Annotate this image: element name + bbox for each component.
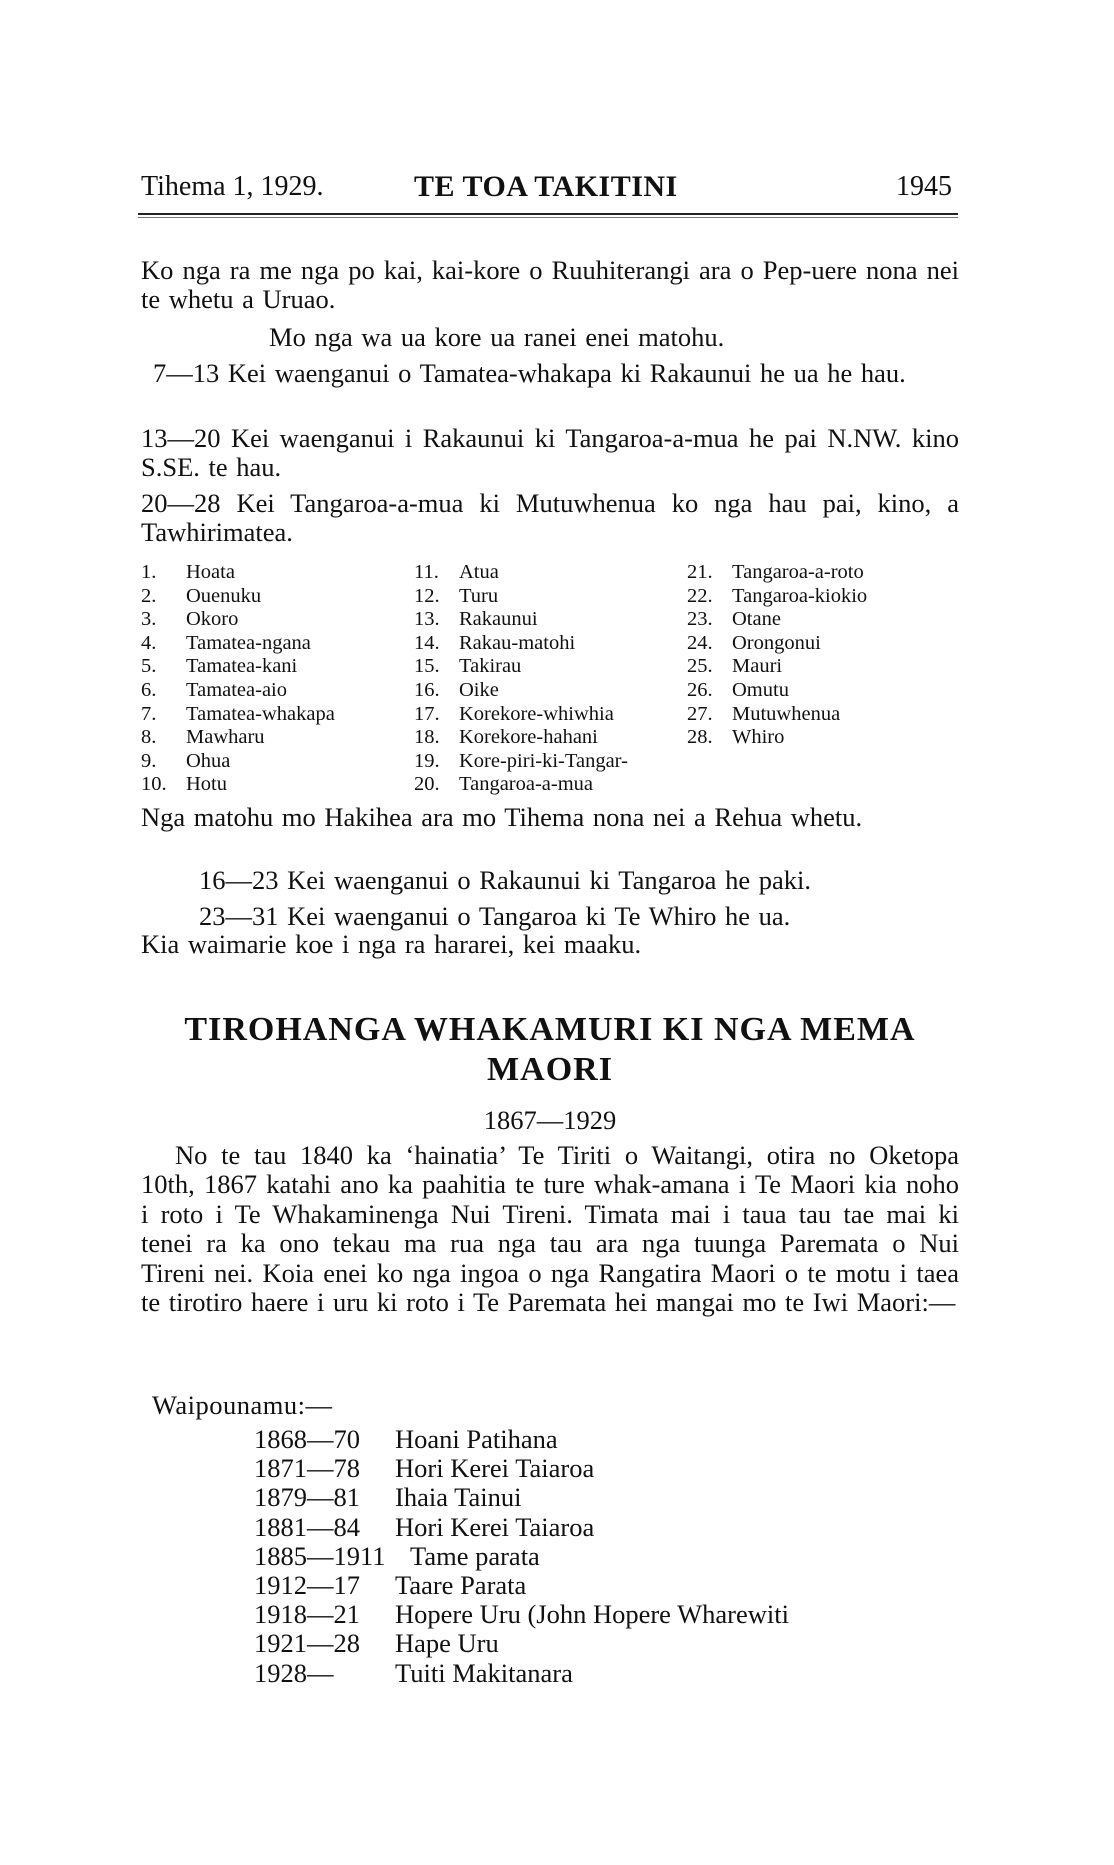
night-row bbox=[687, 703, 867, 727]
night-name: Mawharu bbox=[186, 726, 265, 749]
night-name: Hoata bbox=[186, 561, 235, 583]
night-number: 4. bbox=[141, 631, 157, 654]
header-rule bbox=[138, 213, 958, 215]
article-heading-line-1: TIROHANGA WHAKAMURI KI NGA MEMA bbox=[184, 1011, 916, 1048]
member-years: 1885—1911 bbox=[254, 1540, 386, 1571]
night-row bbox=[414, 608, 628, 632]
after-table-paragraph-4: Kia waimarie koe i nga ra hararei, kei maaku. bbox=[141, 929, 642, 959]
member-years: 1928— bbox=[254, 1657, 334, 1688]
nights-column-2 bbox=[414, 561, 628, 797]
night-number: 3. bbox=[141, 608, 157, 631]
member-years: 1871—78 bbox=[254, 1453, 360, 1484]
member-name: Tuiti Makitanara bbox=[395, 1657, 573, 1688]
header-rule-thin bbox=[138, 217, 958, 218]
night-name: Orongonui bbox=[732, 631, 821, 654]
night-name: Rakaunui bbox=[459, 608, 538, 631]
night-row bbox=[414, 632, 628, 656]
night-name: Korekore-whiwhia bbox=[459, 702, 614, 725]
member-name: Hoani Patihana bbox=[395, 1424, 558, 1454]
member-name: Hori Kerei Taiaroa bbox=[395, 1511, 595, 1542]
night-name: Okoro bbox=[186, 608, 239, 631]
night-name: Whiro bbox=[732, 726, 785, 749]
member-name: Ihaia Tainui bbox=[395, 1482, 522, 1513]
night-number: 17. bbox=[414, 702, 440, 725]
night-number: 21. bbox=[687, 561, 713, 583]
night-number: 27. bbox=[687, 702, 713, 725]
member-name: Taare Parata bbox=[395, 1569, 527, 1600]
night-row bbox=[141, 561, 335, 585]
night-row bbox=[414, 679, 628, 703]
night-name: Mutuwhenua bbox=[732, 702, 841, 725]
night-name: Hotu bbox=[186, 773, 227, 796]
member-name: Hape Uru bbox=[395, 1628, 499, 1659]
night-number: 8. bbox=[141, 726, 157, 749]
member-years: 1912—17 bbox=[254, 1569, 360, 1600]
night-number: 13. bbox=[414, 608, 440, 631]
night-number: 9. bbox=[141, 749, 157, 772]
intro-paragraph-5: 20—28 Kei Tangaroa-a-mua ki Mutuwhenua ko nga hau pai, kino, a Tawhirimatea. bbox=[141, 488, 959, 547]
after-table-paragraph-1: Nga matohu mo Hakihea ara mo Tihema nona nei a Rehua whetu. bbox=[141, 802, 863, 832]
night-name: Tangaroa-a-roto bbox=[732, 561, 864, 583]
night-number: 15. bbox=[414, 655, 440, 678]
night-number: 28. bbox=[687, 726, 713, 749]
night-name: Kore-piri-ki-Tangar- bbox=[459, 749, 628, 772]
night-number: 22. bbox=[687, 584, 713, 607]
night-row bbox=[414, 703, 628, 727]
intro-paragraph-4: 13—20 Kei waenganui i Rakaunui ki Tangaroa-a-mua he pai N.NW. kino S.SE. te hau. bbox=[141, 423, 959, 482]
night-name: Tamatea-kani bbox=[186, 655, 298, 678]
night-number: 18. bbox=[414, 726, 440, 749]
night-row bbox=[414, 655, 628, 679]
night-name: Tamatea-aio bbox=[186, 678, 287, 701]
night-row bbox=[687, 655, 867, 679]
running-date: Tihema 1, 1929. bbox=[141, 171, 324, 202]
night-row bbox=[141, 655, 335, 679]
night-row bbox=[687, 585, 867, 609]
intro-paragraph-2: Mo nga wa ua kore ua ranei enei matohu. bbox=[269, 322, 725, 352]
article-years: 1867—1929 bbox=[483, 1105, 617, 1135]
night-name: Tangaroa-a-mua bbox=[459, 773, 594, 796]
night-number: 25. bbox=[687, 655, 713, 678]
night-name: Takirau bbox=[459, 655, 522, 678]
night-row bbox=[687, 608, 867, 632]
member-years: 1879—81 bbox=[254, 1482, 360, 1513]
article-heading-line-2: MAORI bbox=[487, 1051, 613, 1088]
night-row bbox=[687, 632, 867, 656]
after-table-paragraph-3: 23—31 Kei waenganui o Tangaroa ki Te Whiro he ua. bbox=[199, 901, 791, 931]
nights-column-1 bbox=[141, 561, 335, 797]
running-title: TE TOA TAKITINI bbox=[414, 170, 678, 203]
night-row bbox=[141, 585, 335, 609]
night-name: Oike bbox=[459, 678, 499, 701]
night-row bbox=[414, 561, 628, 585]
night-name: Turu bbox=[459, 584, 499, 607]
night-name: Omutu bbox=[732, 678, 789, 701]
night-number: 23. bbox=[687, 608, 713, 631]
night-row bbox=[141, 679, 335, 703]
night-number: 12. bbox=[414, 584, 440, 607]
night-number: 2. bbox=[141, 584, 157, 607]
night-name: Tangaroa-kiokio bbox=[732, 584, 868, 607]
night-number: 19. bbox=[414, 749, 440, 772]
night-row bbox=[141, 608, 335, 632]
night-number: 24. bbox=[687, 631, 713, 654]
member-name: Tame parata bbox=[410, 1540, 540, 1571]
night-name: Korekore-hahani bbox=[459, 726, 598, 749]
night-row bbox=[414, 750, 628, 774]
night-number: 14. bbox=[414, 631, 440, 654]
night-row bbox=[687, 679, 867, 703]
member-years: 1921—28 bbox=[254, 1628, 360, 1659]
night-row bbox=[141, 773, 335, 797]
intro-paragraph-3: 7—13 Kei waenganui o Tamatea-whakapa ki Rakaunui he ua he hau. bbox=[153, 358, 906, 388]
night-name: Mauri bbox=[732, 655, 783, 678]
night-number: 1. bbox=[141, 561, 157, 583]
intro-paragraph-1: Ko nga ra me nga po kai, kai-kore o Ruuhiterangi ara o Pep-uere nona nei te whetu a Uruao. bbox=[141, 255, 959, 314]
night-name: Rakau-matohi bbox=[459, 631, 576, 654]
night-name: Otane bbox=[732, 608, 781, 631]
night-row bbox=[414, 585, 628, 609]
member-years: 1881—84 bbox=[254, 1511, 360, 1542]
night-number: 5. bbox=[141, 655, 157, 678]
member-name: Hopere Uru (John Hopere Wharewiti bbox=[395, 1599, 789, 1630]
night-name: Atua bbox=[459, 561, 499, 583]
night-row bbox=[141, 703, 335, 727]
night-row bbox=[687, 561, 867, 585]
night-row bbox=[414, 773, 628, 797]
night-name: Tamatea-ngana bbox=[186, 631, 311, 654]
article-body: No te tau 1840 ka ‘hainatia’ Te Tiriti o Waitangi, otira no Oketopa 10th, 1867 katahi ano ka paahitia te ture whak-amana i Te Maori kia noho i roto i Te Whakaminenga Nui Tireni. Timata mai i taua tau tae mai ki tenei ra ka ono tekau ma rua nga tau ara nga tuunga Paremata o Nui Tireni nei. Koia enei ko nga ingoa o nga Rangatira Maori o te motu i taea te tirotiro haere i uru ki roto i Te Paremata hei mangai mo te Iwi Maori:— bbox=[141, 1140, 959, 1318]
night-number: 10. bbox=[141, 773, 167, 796]
member-years: 1918—21 bbox=[254, 1599, 360, 1630]
night-row bbox=[141, 750, 335, 774]
night-number: 16. bbox=[414, 678, 440, 701]
member-name: Hori Kerei Taiaroa bbox=[395, 1453, 595, 1484]
night-name: Ohua bbox=[186, 749, 231, 772]
night-name: Ouenuku bbox=[186, 584, 262, 607]
night-number: 7. bbox=[141, 702, 157, 725]
night-row bbox=[687, 726, 867, 750]
member-years: 1868—70 bbox=[254, 1424, 360, 1454]
after-table-paragraph-2: 16—23 Kei waenganui o Rakaunui ki Tangaroa he paki. bbox=[199, 865, 811, 895]
night-number: 6. bbox=[141, 678, 157, 701]
nights-column-3 bbox=[687, 561, 867, 750]
page-number: 1945 bbox=[896, 171, 952, 202]
night-row bbox=[141, 726, 335, 750]
night-number: 11. bbox=[414, 561, 439, 583]
night-row bbox=[141, 632, 335, 656]
night-number: 26. bbox=[687, 678, 713, 701]
night-number: 20. bbox=[414, 773, 440, 796]
region-label: Waipounamu:— bbox=[152, 1390, 333, 1420]
night-row bbox=[414, 726, 628, 750]
night-name: Tamatea-whakapa bbox=[186, 702, 335, 725]
